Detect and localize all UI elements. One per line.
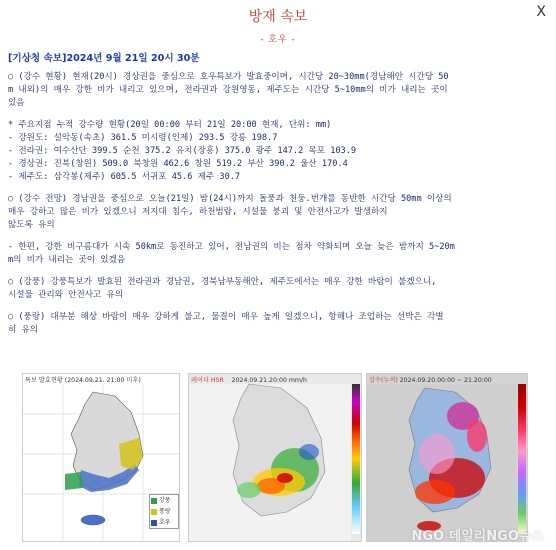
accum-colorbar bbox=[518, 384, 526, 534]
bulletin-heading: [기상청 속보]2024년 9월 21일 20시 30분 bbox=[8, 53, 200, 64]
warning-map-caption: 특보 발효현황 (2024.09.21. 21:00 미후) bbox=[25, 377, 141, 384]
accum-caption: 강수(누적) 2024.09.20.00:00 ~ 21.20:00 bbox=[369, 377, 492, 384]
bulletin-type: - 호우 - bbox=[260, 35, 296, 45]
bulletin-paragraph bbox=[8, 311, 546, 337]
radar-figure bbox=[188, 373, 362, 542]
bulletin-paragraphs bbox=[8, 71, 546, 337]
legend-item-wave: 풍랑 bbox=[150, 506, 178, 517]
warning-map-legend bbox=[149, 494, 179, 529]
legend-item-heavy-rain: 호우 bbox=[150, 517, 178, 528]
bulletin-line: m의 비가 내리는 곳이 있겠음 bbox=[8, 255, 126, 265]
bulletin-line: - 경상권: 진북(창원) 509.0 북창원 462.6 창원 519.2 부산 390.2 울산 170.4 bbox=[8, 159, 348, 169]
bulletin-paragraph bbox=[8, 241, 546, 267]
bulletin-line: ○ (강풍) 강풍특보가 발효된 전라권과 경남권, 경북남부동해안, 제주도에서는 매우 강한 바람이 불겠으니, bbox=[8, 277, 437, 287]
warning-map-figure bbox=[22, 373, 180, 542]
bulletin-line: ○ (강수 전망) 경남권을 중심으로 오늘(21일) 밤(24시)까지 돌풍과 천둥.번개를 동반한 시간당 50mm 이상의 bbox=[8, 194, 452, 204]
window-title: 방재 속보 bbox=[248, 9, 308, 25]
accumulated-rain-figure bbox=[366, 373, 528, 542]
bulletin-line: 매우 강하고 많은 비가 있겠으니 저지대 침수, 하천범람, 시설물 붕괴 및 안전사고가 발생하지 bbox=[8, 207, 388, 217]
radar-colorbar bbox=[352, 384, 360, 534]
bulletin-body bbox=[8, 52, 546, 346]
bulletin-paragraph bbox=[8, 193, 546, 232]
accumulated-rain-image bbox=[367, 374, 527, 541]
bulletin-line: - 전라권: 여수산단 399.5 순천 375.2 유치(장흥) 375.0 광주 147.2 목포 103.9 bbox=[8, 146, 357, 156]
bulletin-line: ○ (강수 현황) 현재(20시) 경상권을 중심으로 호우특보가 발효중이며, 시간당 20~30mm(경남해안 시간당 50 bbox=[8, 72, 449, 82]
bulletin-line: - 강원도: 설악동(속초) 361.5 미시령(인제) 293.5 강릉 198.7 bbox=[8, 133, 278, 143]
bulletin-paragraph bbox=[8, 119, 546, 184]
radar-image bbox=[189, 374, 361, 541]
close-button[interactable]: X bbox=[536, 4, 546, 20]
figure-strip bbox=[0, 373, 556, 548]
bulletin-line: 않도록 유의 bbox=[8, 220, 55, 230]
bulletin-line: * 주요지점 누적 강수량 현황(20일 00:00 부터 21일 20:00 현재, 단위: mm) bbox=[8, 120, 332, 130]
legend-item-strong-wind: 강풍 bbox=[150, 495, 178, 506]
radar-caption: 레이더 HSR 2024.09.21.20:00 mm/h bbox=[191, 377, 307, 384]
bulletin-line: 시설물 관리와 안전사고 유의 bbox=[8, 290, 124, 300]
bulletin-paragraph bbox=[8, 71, 546, 110]
bulletin-line: - 한편, 강한 비구름대가 시속 50km로 동진하고 있어, 전남권의 비는 점차 약화되며 오늘 늦은 밤까지 5~20m bbox=[8, 242, 455, 252]
bulletin-line: - 제주도: 삼각봉(제주) 605.5 서귀포 45.6 제주 30.7 bbox=[8, 172, 241, 182]
bulletin-paragraph bbox=[8, 276, 546, 302]
bulletin-line: 히 유의 bbox=[8, 325, 39, 335]
watermark-logo: NGO 데일리NGO뉴스 bbox=[411, 529, 544, 544]
bulletin-line: ○ (풍랑) 대부분 해상 바람이 매우 강하게 불고, 물결이 매우 높게 일겠으니, 항해나 조업하는 선박은 각별 bbox=[8, 312, 444, 322]
bulletin-line: 있음 bbox=[8, 98, 25, 108]
bulletin-line: m 내외)의 매우 강한 비가 내리고 있으며, 전라권과 강원영동, 제주도는 시간당 5~10mm의 비가 내리는 곳이 bbox=[8, 85, 448, 95]
